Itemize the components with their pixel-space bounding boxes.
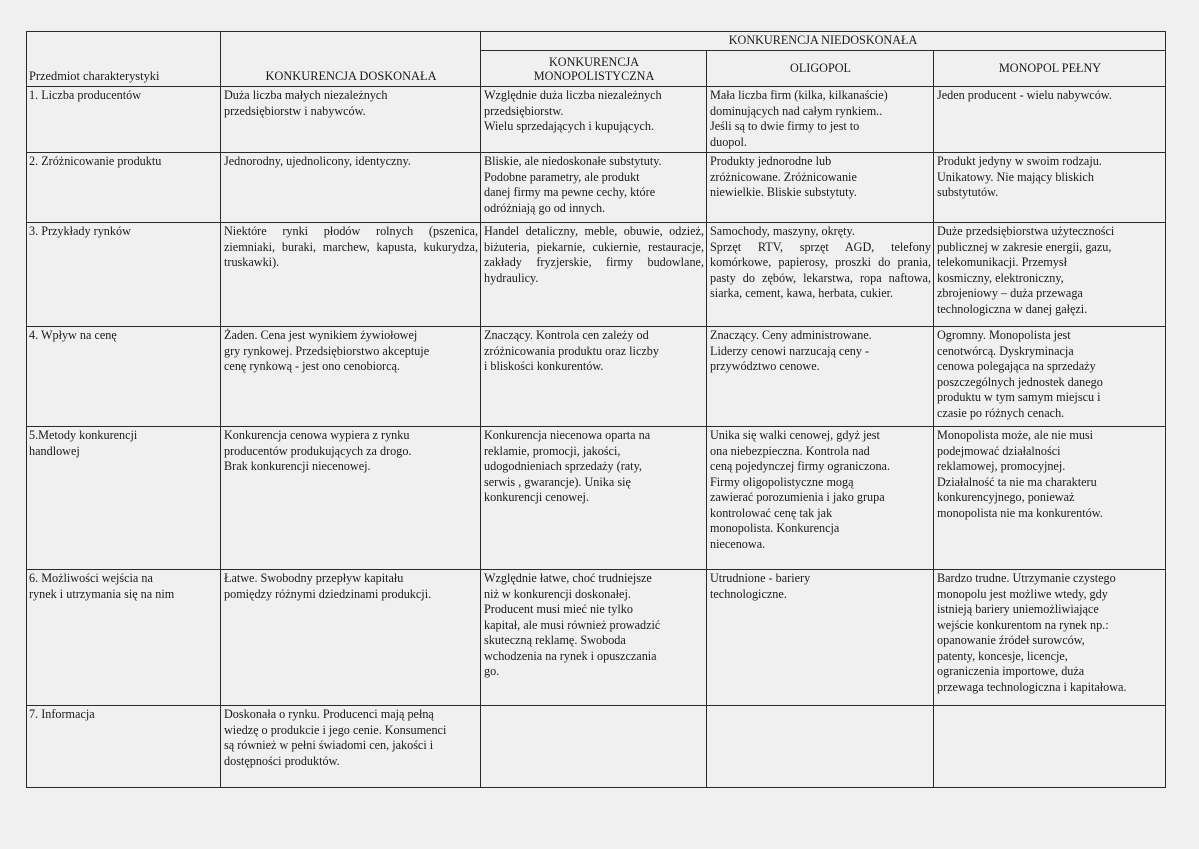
- row-label: 1. Liczba producentów: [27, 87, 221, 153]
- market-structures-table: [26, 31, 1166, 788]
- cell-monopolistic: Bliskie, ale niedoskonałe substytuty. Podobne parametry, ale produkt danej firmy ma pewne cechy, które odróżniają go od innych.: [481, 153, 707, 223]
- cell-monopolistic: [481, 706, 707, 788]
- header-imperfect-competition: KONKURENCJA NIEDOSKONAŁA: [481, 32, 1166, 51]
- cell-oligopoly: Produkty jednorodne lub zróżnicowane. Zróżnicowanie niewielkie. Bliskie substytuty.: [707, 153, 934, 223]
- cell-monopolistic: Względnie łatwe, choć trudniejsze niż w konkurencji doskonałej. Producent musi mieć nie tylko kapitał, ale musi również prowadzić skuteczną reklamę. Swoboda wchodzenia na rynek i opuszczania go.: [481, 570, 707, 706]
- row-label: 3. Przykłady rynków: [27, 223, 221, 327]
- cell-perfect: Duża liczba małych niezależnych przedsiębiorstw i nabywców.: [221, 87, 481, 153]
- row-label: 2. Zróżnicowanie produktu: [27, 153, 221, 223]
- table-row: [27, 223, 1166, 327]
- header-perfect-competition: KONKURENCJA DOSKONAŁA: [221, 32, 481, 87]
- header-monopolistic-competition: KONKURENCJA MONOPOLISTYCZNA: [481, 51, 707, 87]
- cell-perfect: Niektóre rynki płodów rolnych (pszenica, ziemniaki, buraki, marchew, kapusta, kukurydza, truskawki).: [221, 223, 481, 327]
- header-full-monopoly: MONOPOL PEŁNY: [934, 51, 1166, 87]
- table-row: [27, 87, 1166, 153]
- cell-oligopoly: Mała liczba firm (kilka, kilkanaście) dominujących nad całym rynkiem.. Jeśli są to dwie firmy to jest to duopol.: [707, 87, 934, 153]
- cell-perfect: Łatwe. Swobodny przepływ kapitału pomiędzy różnymi dziedzinami produkcji.: [221, 570, 481, 706]
- cell-monopolistic: Handel detaliczny, meble, obuwie, odzież, biżuteria, piekarnie, cukiernie, restauracje, zakłady fryzjerskie, firmy budowlane, hydraulicy.: [481, 223, 707, 327]
- table-row: [27, 153, 1166, 223]
- cell-perfect: Jednorodny, ujednolicony, identyczny.: [221, 153, 481, 223]
- cell-monopoly: Monopolista może, ale nie musi podejmować działalności reklamowej, promocyjnej. Działalność ta nie ma charakteru konkurencyjnego, ponieważ monopolista nie ma konkurentów.: [934, 427, 1166, 570]
- cell-monopoly: Jeden producent - wielu nabywców.: [934, 87, 1166, 153]
- cell-oligopoly: Znaczący. Ceny administrowane. Liderzy cenowi narzucają ceny - przywództwo cenowe.: [707, 327, 934, 427]
- cell-perfect: Doskonała o rynku. Producenci mają pełną wiedzę o produkcie i jego cenie. Konsumenci są również w pełni świadomi cen, jakości i dostępności produktów.: [221, 706, 481, 788]
- row-label: 6. Możliwości wejścia na rynek i utrzymania się na nim: [27, 570, 221, 706]
- table-row: [27, 570, 1166, 706]
- table-row: [27, 706, 1166, 788]
- cell-oligopoly: [707, 706, 934, 788]
- cell-monopolistic: Konkurencja niecenowa oparta na reklamie, promocji, jakości, udogodnieniach sprzedaży (raty, serwis , gwarancje). Unika się konkurencji cenowej.: [481, 427, 707, 570]
- cell-oligopoly: Utrudnione - bariery technologiczne.: [707, 570, 934, 706]
- cell-monopolistic: Znaczący. Kontrola cen zależy od zróżnicowania produktu oraz liczby i bliskości konkurentów.: [481, 327, 707, 427]
- header-oligopoly: OLIGOPOL: [707, 51, 934, 87]
- header-subject: Przedmiot charakterystyki: [27, 32, 221, 87]
- cell-monopoly: Ogromny. Monopolista jest cenotwórcą. Dyskryminacja cenowa polegająca na sprzedaży poszczególnych jednostek danego produktu w tym samym miejscu i czasie po różnych cenach.: [934, 327, 1166, 427]
- cell-monopoly: Duże przedsiębiorstwa użyteczności publicznej w zakresie energii, gazu, telekomunikacji. Przemysł kosmiczny, elektroniczny, zbrojeniowy – duża przewaga technologiczna w danej gałęzi.: [934, 223, 1166, 327]
- row-label: 4. Wpływ na cenę: [27, 327, 221, 427]
- table-row: [27, 427, 1166, 570]
- cell-oligopoly: Samochody, maszyny, okręty. Sprzęt RTV, sprzęt AGD, telefony komórkowe, papierosy, proszki do prania, pasty do zębów, lekarstwa, ropa naftowa, siarka, cement, kawa, herbata, cukier.: [707, 223, 934, 327]
- cell-monopoly: Produkt jedyny w swoim rodzaju. Unikatowy. Nie mający bliskich substytutów.: [934, 153, 1166, 223]
- row-label: 5.Metody konkurencji handlowej: [27, 427, 221, 570]
- cell-monopoly: [934, 706, 1166, 788]
- table-row: [27, 327, 1166, 427]
- cell-oligopoly: Unika się walki cenowej, gdyż jest ona niebezpieczna. Kontrola nad ceną pojedynczej firmy ograniczona. Firmy oligopolistyczne mogą zawierać porozumienia i jako grupa kontrolować cenę tak jak monopolista. Konkurencja niecenowa.: [707, 427, 934, 570]
- cell-perfect: Żaden. Cena jest wynikiem żywiołowej gry rynkowej. Przedsiębiorstwo akceptuje cenę rynkową - jest ono cenobiorcą.: [221, 327, 481, 427]
- cell-perfect: Konkurencja cenowa wypiera z rynku producentów produkujących za drogo. Brak konkurencji niecenowej.: [221, 427, 481, 570]
- cell-monopolistic: Względnie duża liczba niezależnych przedsiębiorstw. Wielu sprzedających i kupujących.: [481, 87, 707, 153]
- row-label: 7. Informacja: [27, 706, 221, 788]
- cell-monopoly: Bardzo trudne. Utrzymanie czystego monopolu jest możliwe wtedy, gdy istnieją bariery uniemożliwiające wejście konkurentom na rynek np.: opanowanie źródeł surowców, patenty, koncesje, licencje, ograniczenia importowe, duża przewaga technologiczna i kapitałowa.: [934, 570, 1166, 706]
